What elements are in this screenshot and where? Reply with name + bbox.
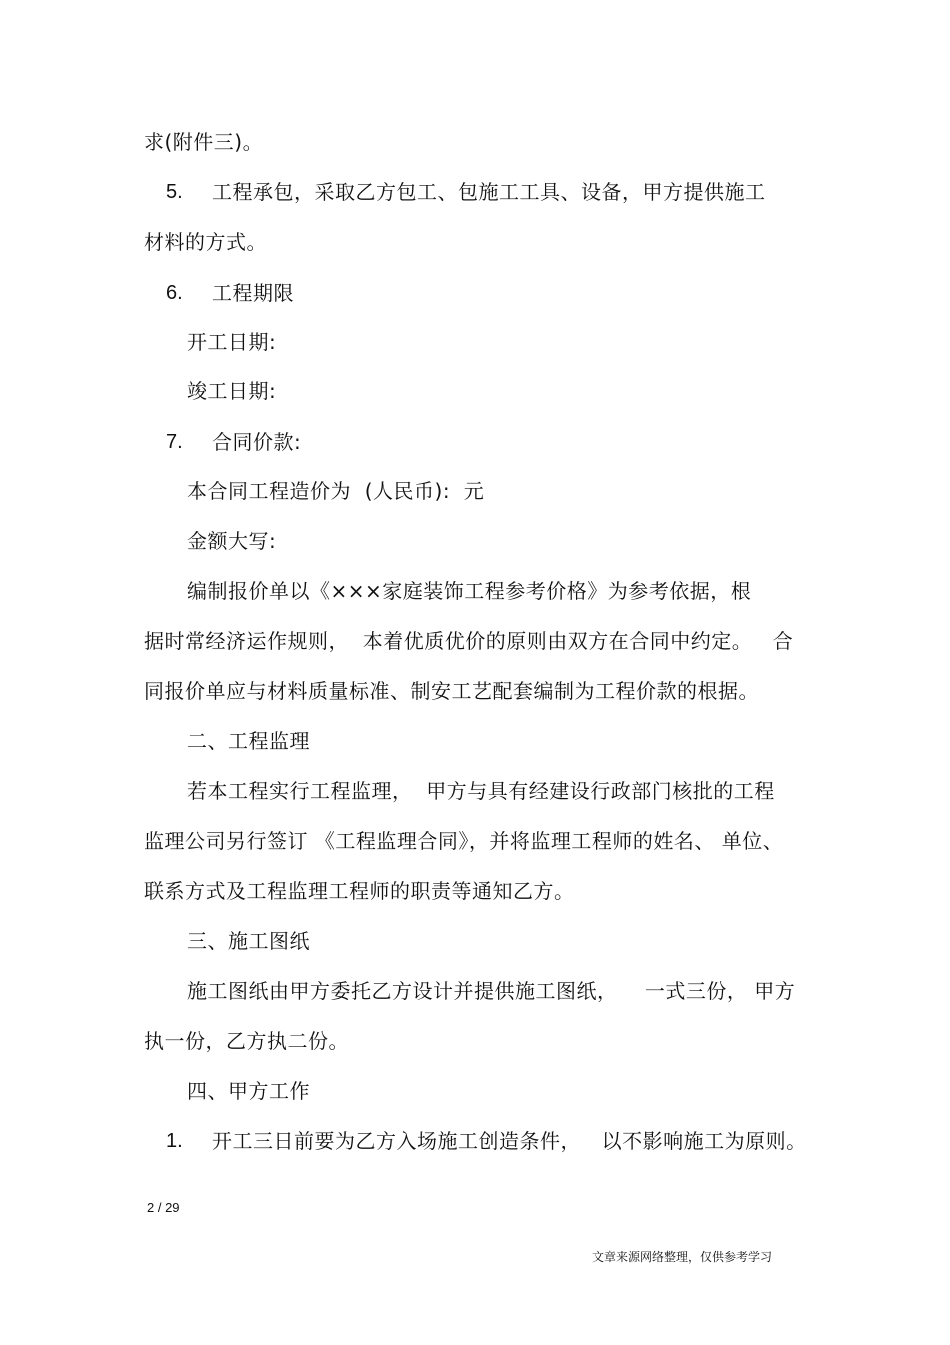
item-number: 1. [166, 1130, 183, 1152]
footer-note: 文章来源网络整理，仅供参考学习 [592, 1250, 773, 1264]
text-line: 求(附件三)。 [144, 130, 264, 154]
text-line: 编制报价单以《×××家庭装饰工程参考价格》为参考依据，根 [187, 579, 752, 603]
item-number: 7. [166, 431, 183, 453]
text-line: 开工三日前要为乙方入场施工创造条件， 以不影响施工为原则。 [212, 1129, 807, 1153]
text-line: 金额大写: [187, 529, 277, 553]
page-number: 2 / 29 [147, 1200, 180, 1215]
section-heading: 四、甲方工作 [187, 1079, 310, 1103]
text-line: 开工日期: [187, 330, 277, 354]
text-line: 监理公司另行签订 《工程监理合同》，并将监理工程师的姓名、 单位、 [144, 829, 784, 853]
text-line: 材料的方式。 [144, 230, 267, 254]
text-line: 工程承包，采取乙方包工、包施工工具、设备，甲方提供施工 [212, 180, 766, 204]
text-line: 同报价单应与材料质量标准、制安工艺配套编制为工程价款的根据。 [144, 679, 759, 703]
text-line: 执一份，乙方执二份。 [144, 1029, 349, 1053]
item-number: 5. [166, 181, 183, 203]
section-heading: 工程期限 [212, 281, 294, 305]
text-line: 据时常经济运作规则， 本着优质优价的原则由双方在合同中约定。 合 [144, 629, 794, 653]
text-line: 施工图纸由甲方委托乙方设计并提供施工图纸， 一式三份， 甲方 [187, 979, 796, 1003]
text-line: 竣工日期: [187, 379, 277, 403]
text-line: 若本工程实行工程监理， 甲方与具有经建设行政部门核批的工程 [187, 779, 775, 803]
section-heading: 三、施工图纸 [187, 929, 310, 953]
text-line: 本合同工程造价为 (人民币): 元 [187, 479, 485, 503]
text-line: 联系方式及工程监理工程师的职责等通知乙方。 [144, 879, 575, 903]
section-heading: 合同价款: [212, 430, 302, 454]
section-heading: 二、工程监理 [187, 729, 310, 753]
item-number: 6. [166, 282, 183, 304]
